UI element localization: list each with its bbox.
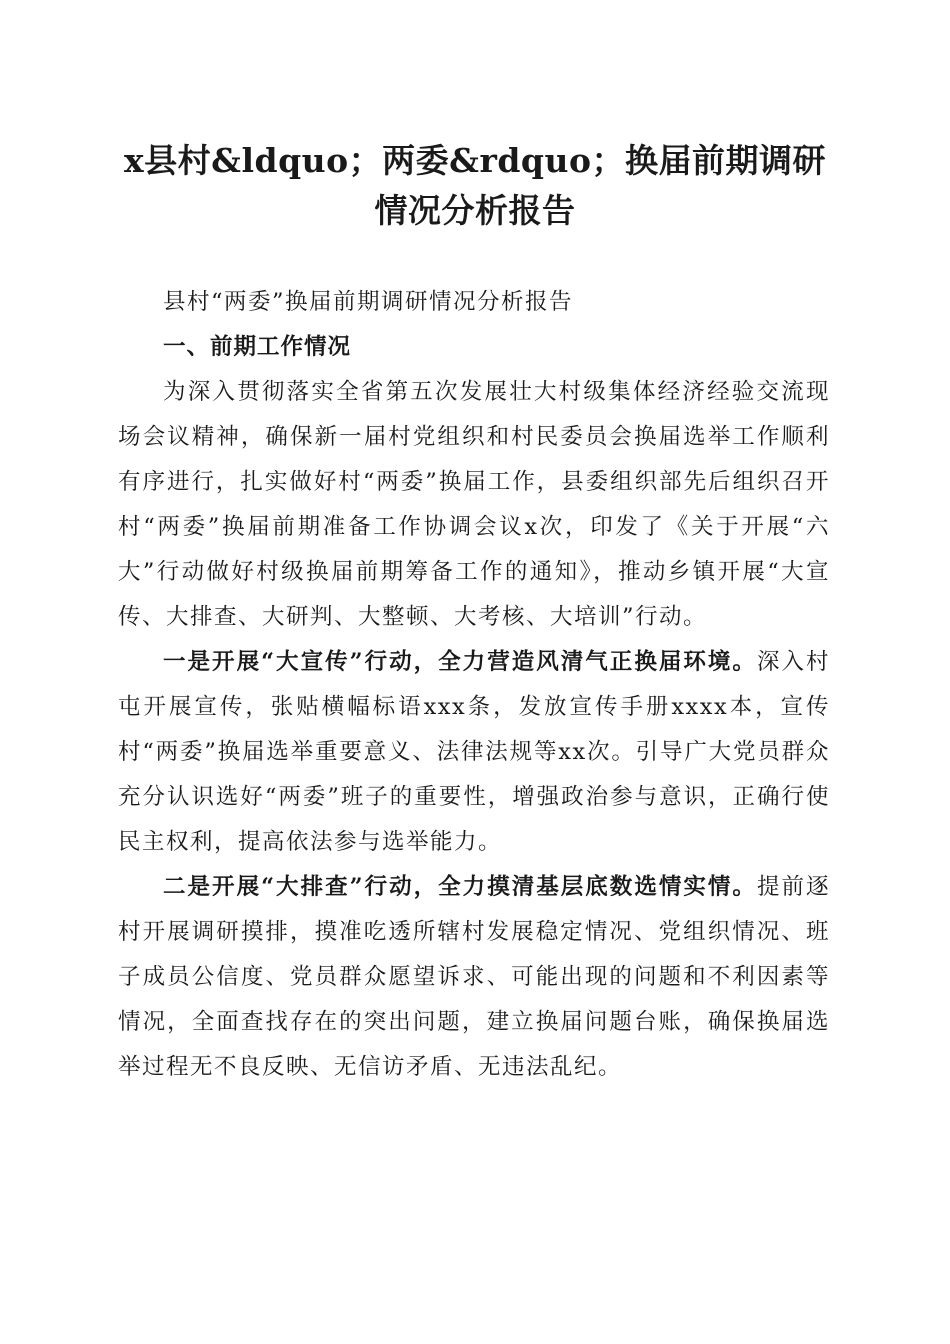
paragraph-lead: 二是开展“大排查”行动，全力摸清基层底数选情实情。 [163,874,757,900]
document-body [118,280,830,1090]
paragraph-intro: 为深入贯彻落实全省第五次发展壮大村级集体经济经验交流现场会议精神，确保新一届村党组织和村民委员会换届选举工作顺利有序进行，扎实做好村“两委”换届工作，县委组织部先后组织召开村“两委”换届前期准备工作协调会议x次，印发了《关于开展“六大”行动做好村级换届前期筹备工作的通知》，推动乡镇开展“大宣传、大排查、大研判、大整顿、大考核、大培训”行动。 [118,379,830,630]
document-subtitle: 县村“两委”换届前期调研情况分析报告 [163,289,574,315]
title-line-2: 情况分析报告 [374,191,576,230]
paragraph-investigation [118,865,830,1090]
section-heading: 一、前期工作情况 [163,334,352,360]
document-title [60,136,890,236]
paragraph-body: 深入村屯开展宣传，张贴横幅标语xxx条，发放宣传手册xxxx本，宣传村“两委”换届选举重要意义、法律法规等xx次。引导广大党员群众充分认识选好“两委”班子的重要性，增强政治参与意识，正确行使民主权利，提高依法参与选举能力。 [118,649,830,855]
paragraph-publicity [118,640,830,865]
title-line-1: x县村&ldquo；两委&rdquo；换届前期调研 [124,141,826,180]
paragraph-lead: 一是开展“大宣传”行动，全力营造风清气正换届环境。 [163,649,757,675]
paragraph-body: 提前逐村开展调研摸排，摸准吃透所辖村发展稳定情况、党组织情况、班子成员公信度、党员群众愿望诉求、可能出现的问题和不利因素等情况，全面查找存在的突出问题，建立换届问题台账，确保换届选举过程无不良反映、无信访矛盾、无违法乱纪。 [118,874,830,1080]
